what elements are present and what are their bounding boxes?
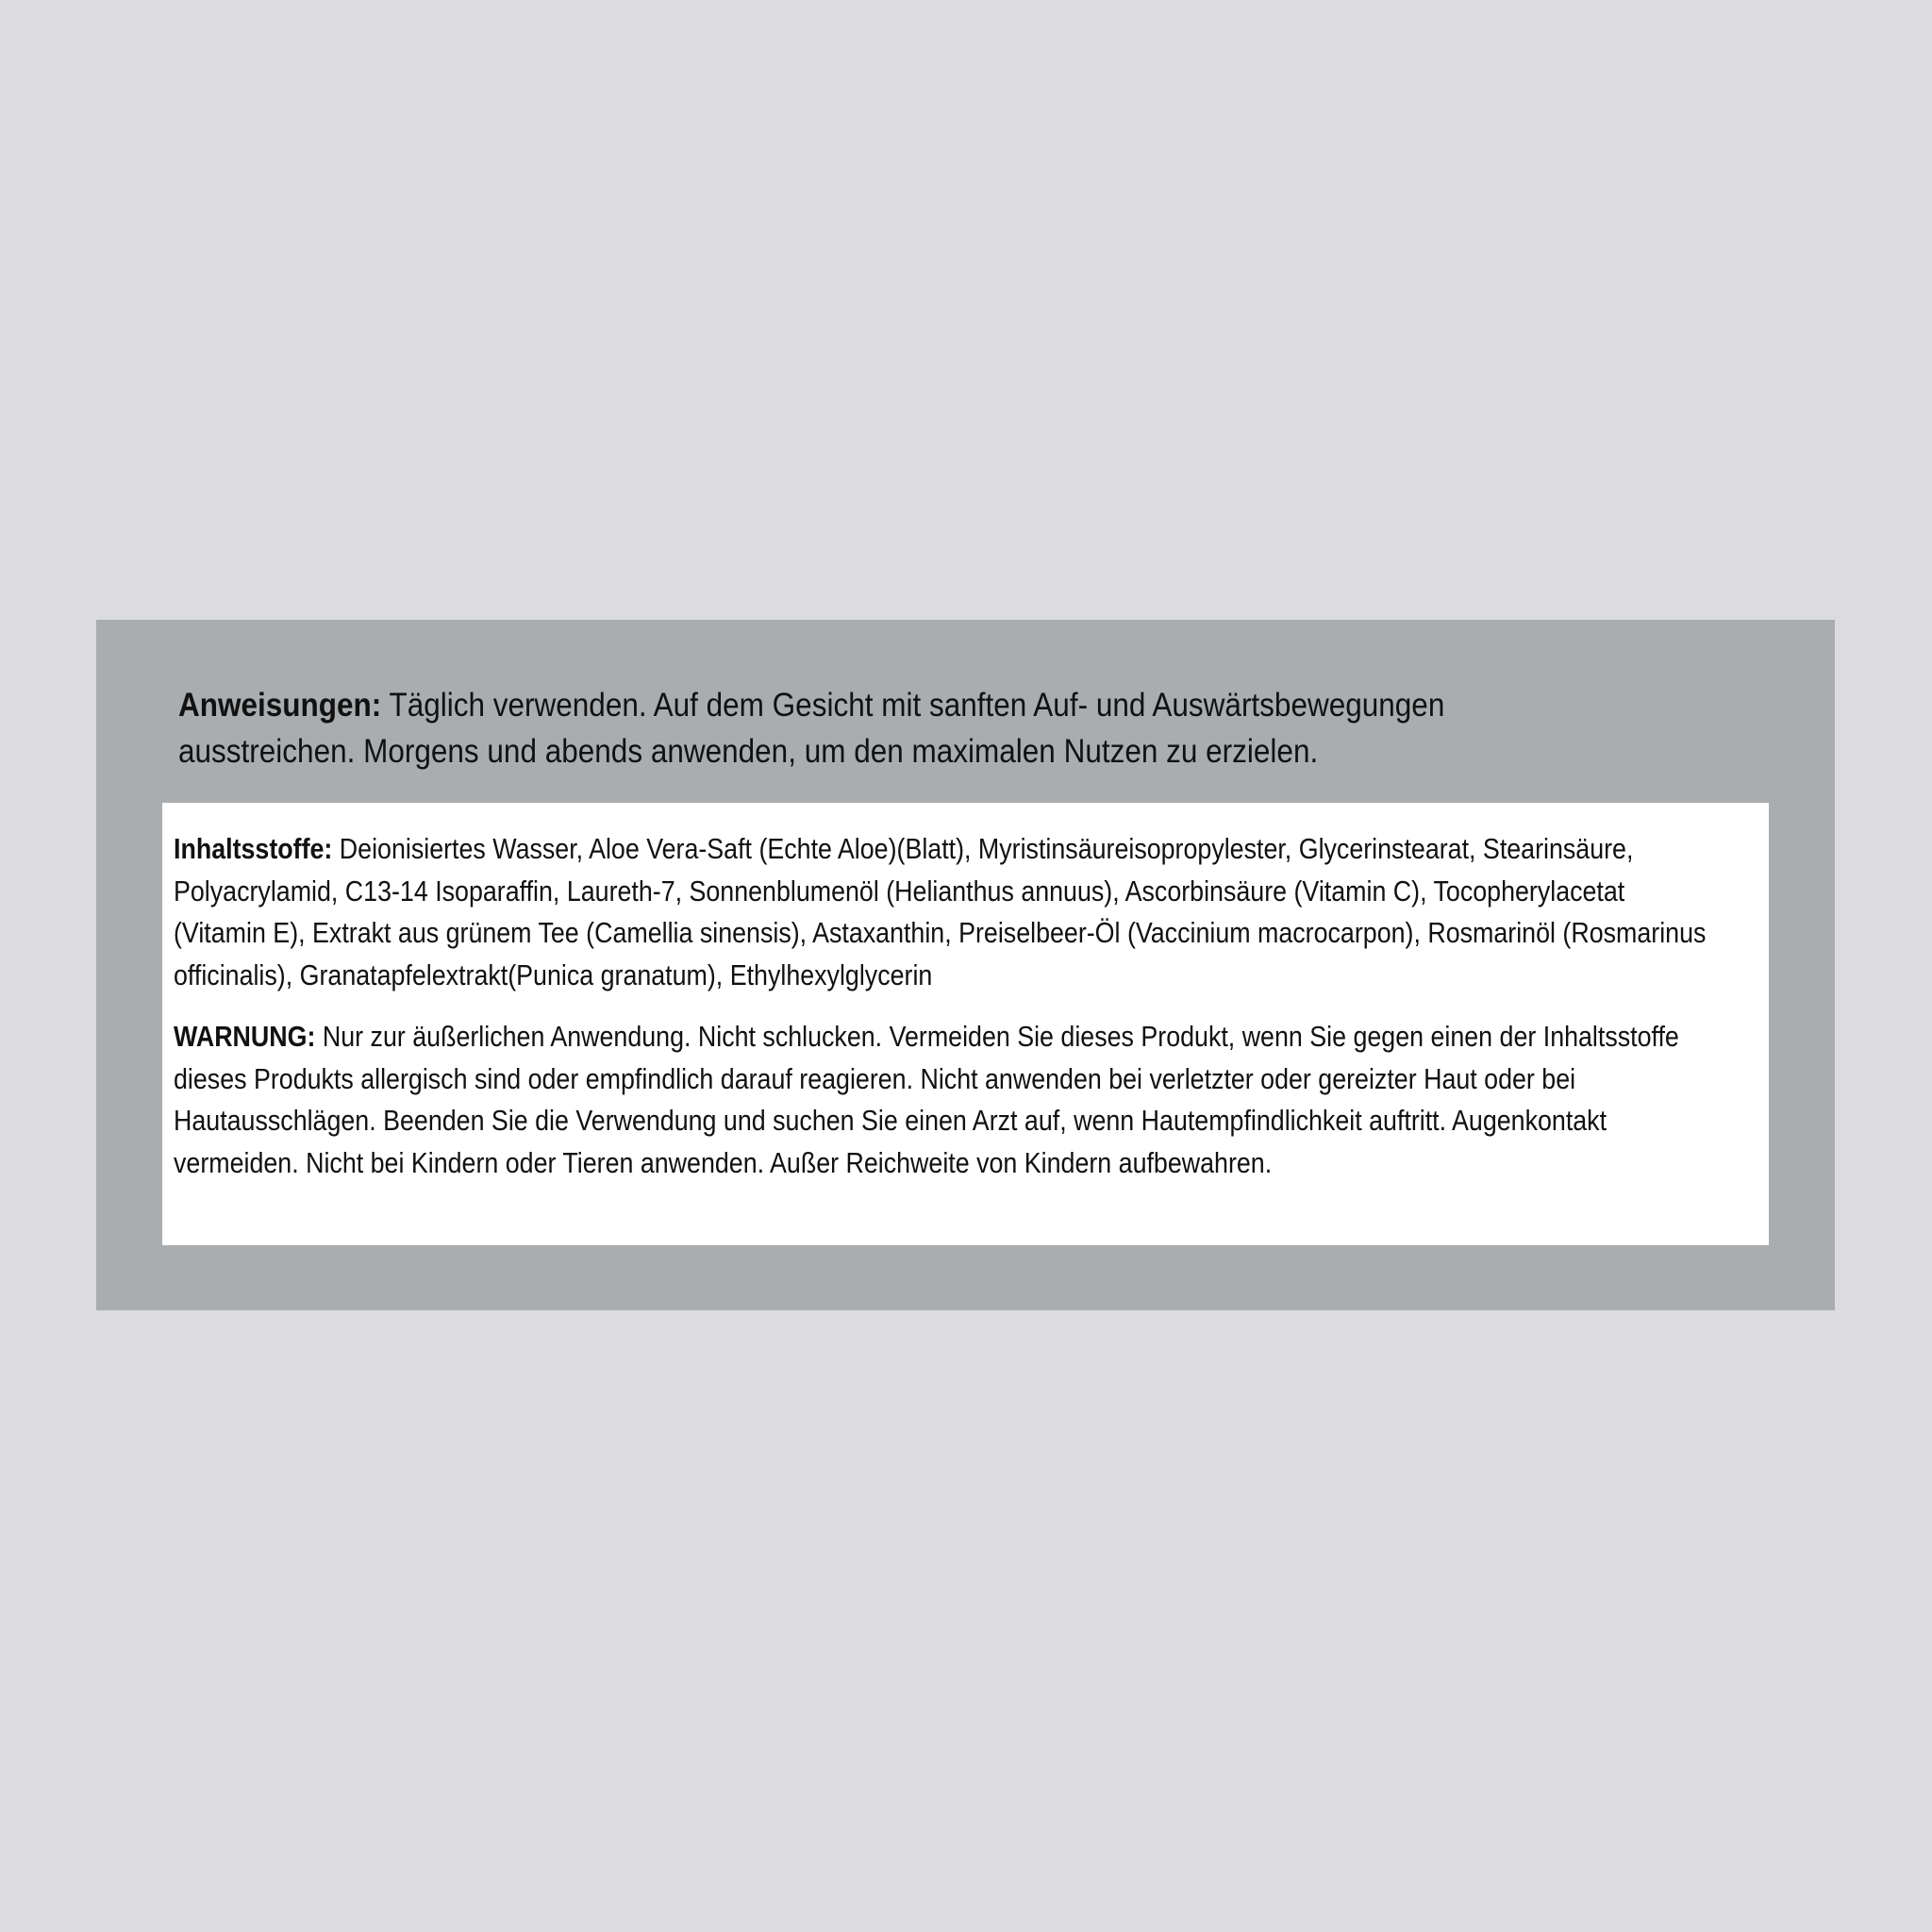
warning-text: Nur zur äußerlichen Anwendung. Nicht schlucken. Vermeiden Sie dieses Produkt, wenn Sie gegen einen der Inhaltsstoffe dieses Produkts allergisch sind oder empfindlich darauf reagieren. Nicht anwenden bei verletzter oder gereizter Haut oder bei Hautausschlägen. Beenden Sie die Verwendung und suchen Sie einen Arzt auf, wenn Hautempfindlichkeit auftritt. Augenkontakt vermeiden. Nicht bei Kindern oder Tieren anwenden. Außer Reichweite von Kindern aufbewahren. — [174, 1020, 1679, 1179]
directions-text: Täglich verwenden. Auf dem Gesicht mit sanften Auf- und Auswärtsbewegungen ausstreichen. Morgens und abends anwenden, um den maximalen Nutzen zu erzielen. — [178, 687, 1445, 770]
ingredients-paragraph — [174, 828, 1707, 996]
product-label-panel — [96, 620, 1835, 1310]
info-box — [162, 803, 1769, 1245]
warning-paragraph — [174, 1016, 1707, 1184]
directions-paragraph — [178, 682, 1588, 774]
ingredients-text: Deionisiertes Wasser, Aloe Vera-Saft (Echte Aloe)(Blatt), Myristinsäureisopropylester, Glycerinstearat, Stearinsäure, Polyacrylamid, C13-14 Isoparaffin, Laureth-7, Sonnenblumenöl (Helianthus annuus), Ascorbinsäure (Vitamin C), Tocopherylacetat (Vitamin E), Extrakt aus grünem Tee (Camellia sinensis), Astaxanthin, Preiselbeer-Öl (Vaccinium macrocarpon), Rosmarinöl (Rosmarinus officinalis), Granatapfelextrakt(Punica granatum), Ethylhexylglycerin — [174, 832, 1707, 991]
ingredients-label: Inhaltsstoffe: — [174, 832, 333, 865]
warning-label: WARNUNG: — [174, 1020, 316, 1053]
directions-label: Anweisungen: — [178, 687, 382, 724]
